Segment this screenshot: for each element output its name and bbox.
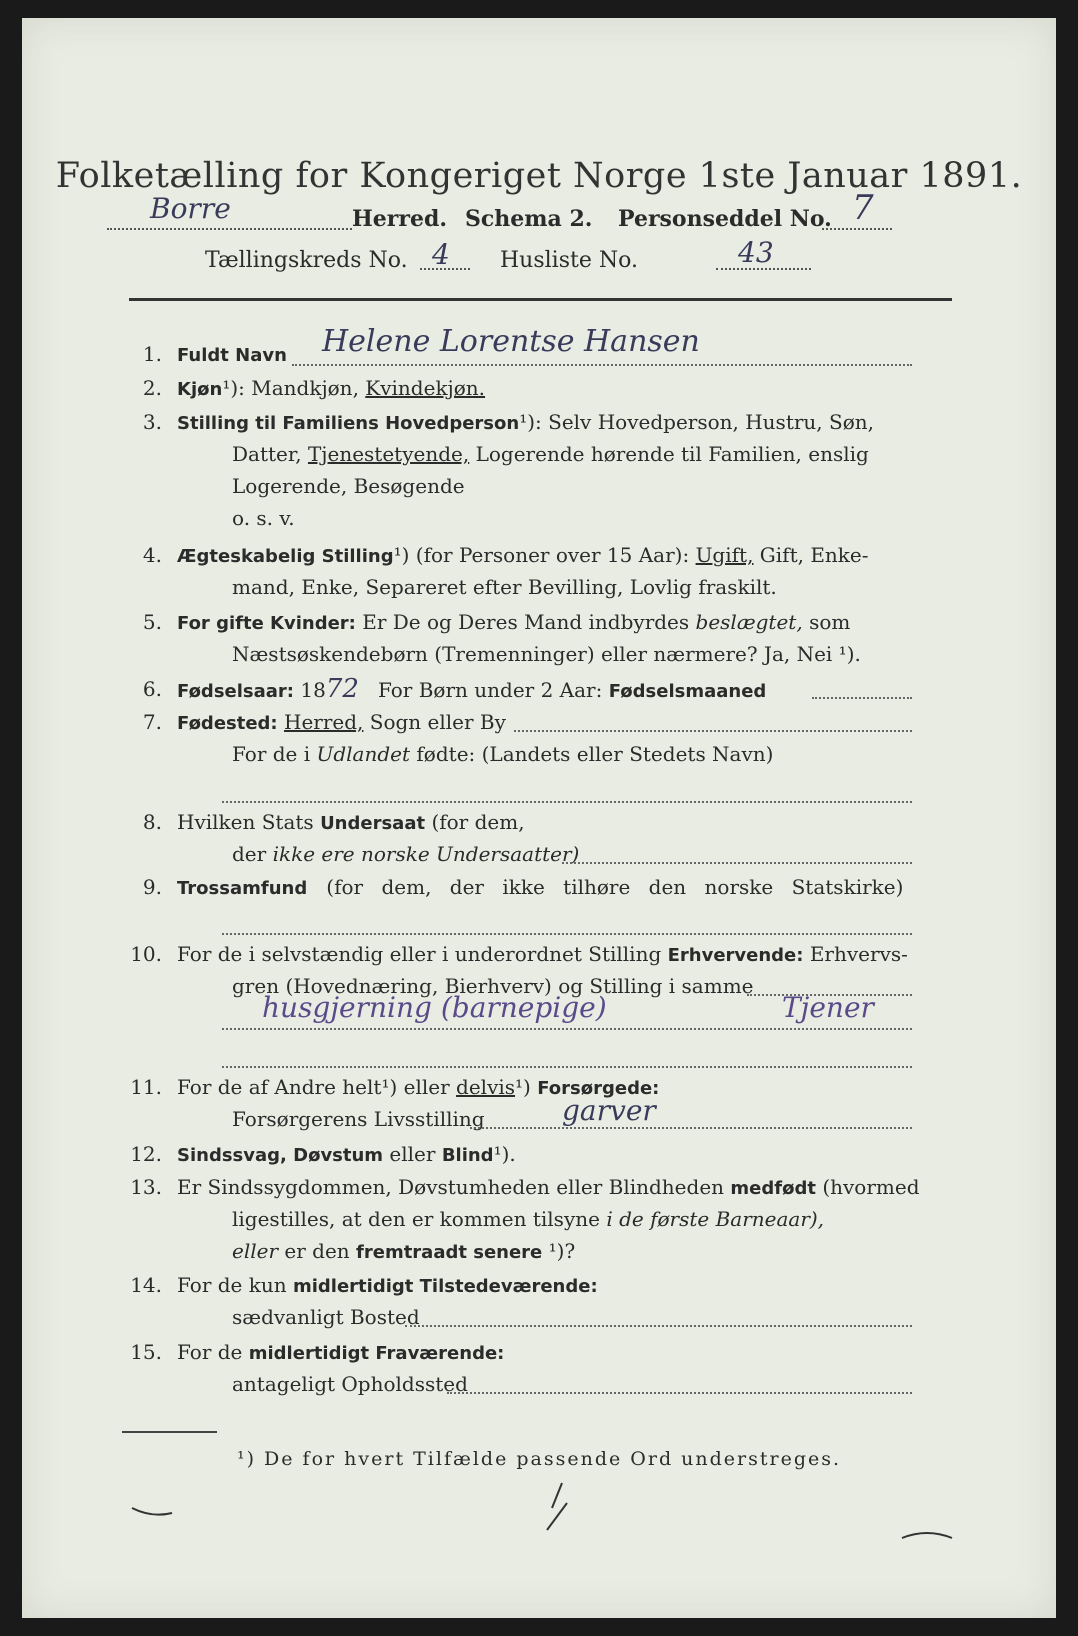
husliste-label: Husliste No. bbox=[500, 248, 638, 273]
occupation-value: husgjerning (barnepige) bbox=[262, 991, 607, 1024]
marital-selected: Ugift, bbox=[695, 543, 754, 567]
stray-marks bbox=[22, 18, 1056, 1618]
kreds-value: 4 bbox=[432, 238, 450, 271]
footnote: ¹) De for hvert Tilfælde passende Ord understreges. bbox=[236, 1448, 842, 1470]
birthplace-selected: Herred, bbox=[284, 710, 364, 734]
birth-year-value: 72 bbox=[325, 674, 359, 704]
occupation-role-value: Tjener bbox=[782, 991, 874, 1024]
form-title: Folketælling for Kongeriget Norge 1ste Januar 1891. bbox=[55, 156, 1023, 196]
gender-selected: Kvindekjøn. bbox=[365, 376, 486, 400]
full-name-value: Helene Lorentse Hansen bbox=[322, 324, 700, 359]
husliste-value: 43 bbox=[738, 236, 774, 269]
kreds-label: Tællingskreds No. bbox=[205, 248, 408, 273]
support-selected: delvis bbox=[456, 1075, 516, 1099]
herred-label: Herred. bbox=[352, 206, 448, 232]
personseddel-label: Personseddel No. bbox=[618, 206, 832, 232]
herred-value: Borre bbox=[150, 192, 231, 225]
provider-occupation-value: garver bbox=[562, 1094, 656, 1127]
personseddel-value: 7 bbox=[852, 188, 874, 228]
q1-label: Fuldt Navn bbox=[177, 345, 287, 366]
schema-label: Schema 2. bbox=[465, 206, 593, 232]
position-selected: Tjenestetyende, bbox=[307, 442, 470, 466]
census-form-page: Folketælling for Kongeriget Norge 1ste Januar 1891. Borre Herred. Schema 2. Personseddel No. 7 Tællingskreds No. 4 Husliste No. 43 1. Fuldt Navn Helene Lorentse Hansen 2. Kjøn¹): Mandkjøn, Kvindekjøn. 3. Stilling til Familiens Hovedperson¹): Selv Hovedperson, Hustru, Søn, Datter, Tjenestetyende, Logerende hørende til Familien, enslig Logerende, Besøgende o. s. v. 4. Ægteskabelig Stilling¹) (for Personer over 15 Aar): Ugift, Gift, Enke- mand, Enke, Separeret efter Bevilling, Lovlig fraskilt. 5. For gifte Kvinder: Er De og Deres Mand indbyrdes beslægtet, som Næstsøskendebørn (Tremenninger) eller nærmere? Ja, Nei ¹). 6. Fødselsaar: 1872 For Børn under 2 Aar: Fødselsmaaned 7. Fødested: Herred, Sogn eller By For de i Udlandet fødte: (Landets eller Stedets Navn) 8. Hvilken Stats Undersaat (for dem, der ikke ere norske Undersaatter) 9. Trossamfund (for dem, der ikke tilhøre den norske Statskirke) 10. For de i selvstændig eller i underordnet Stilling Erhvervende: Erhvervs- gren (Hovednæring, Bierhverv) og Stilling i samme husgjerning (barnepige) Tjener 11. For de af Andre helt¹) eller delvis¹) Forsørgede: Forsørgerens Livsstilling garver 12. Sindssvag, Døvstum eller Blind¹). 13. Er Sindssygdommen, Døvstumheden eller Blindheden medfødt (hvormed ligestilles, at den er kommen tilsyne i de første Barneaar), eller er den fremtraadt senere ¹)? 14. For de kun midlertidigt Tilstedeværende: sædvanligt Bosted 15. For de midlertidigt Fraværende: antageligt Opholdssted ¹) De for hvert Tilfælde passende Ord understreges. bbox=[22, 18, 1056, 1618]
